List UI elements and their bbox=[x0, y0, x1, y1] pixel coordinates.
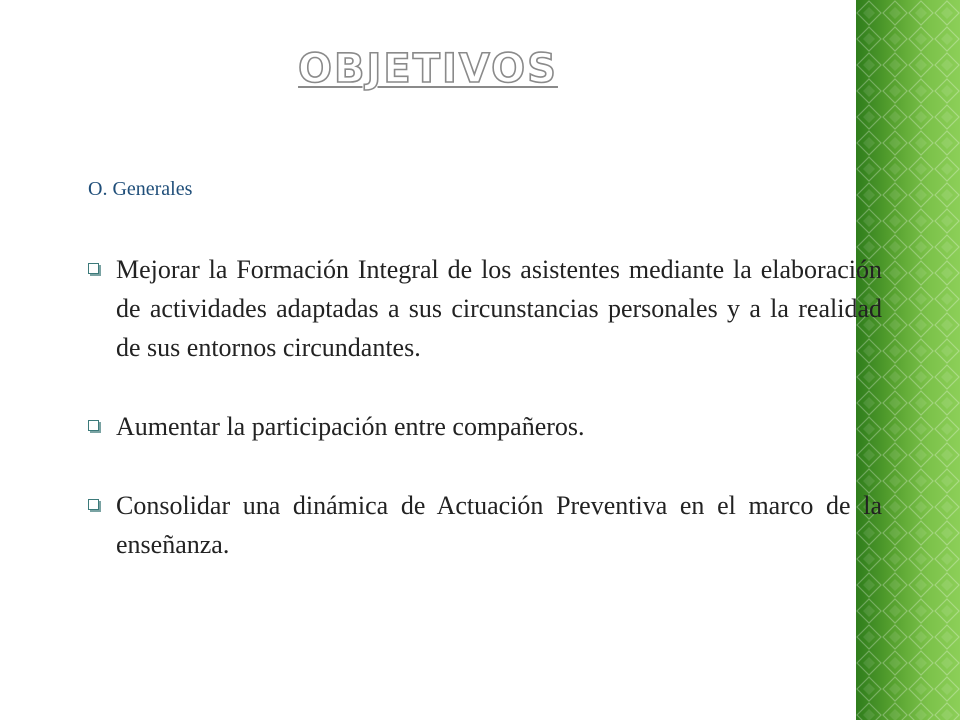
square-bullet-icon bbox=[88, 420, 99, 431]
list-item-text: Mejorar la Formación Integral de los asistentes mediante la elaboración de actividades adaptadas a sus circunstancias personales y a la realidad de sus entornos circundantes. bbox=[116, 255, 882, 362]
slide-title-text: OBJETIVOS bbox=[298, 46, 558, 92]
list-item bbox=[88, 486, 882, 564]
section-subtitle: O. Generales bbox=[88, 178, 193, 200]
list-item-text: Consolidar una dinámica de Actuación Preventiva en el marco de la enseñanza. bbox=[116, 491, 882, 559]
square-bullet-icon bbox=[88, 263, 99, 274]
list-item-text: Aumentar la participación entre compañeros. bbox=[116, 412, 585, 441]
objectives-list bbox=[88, 250, 882, 564]
list-item bbox=[88, 250, 882, 367]
square-bullet-icon bbox=[88, 499, 99, 510]
list-item bbox=[88, 407, 882, 446]
slide-title bbox=[0, 46, 856, 92]
